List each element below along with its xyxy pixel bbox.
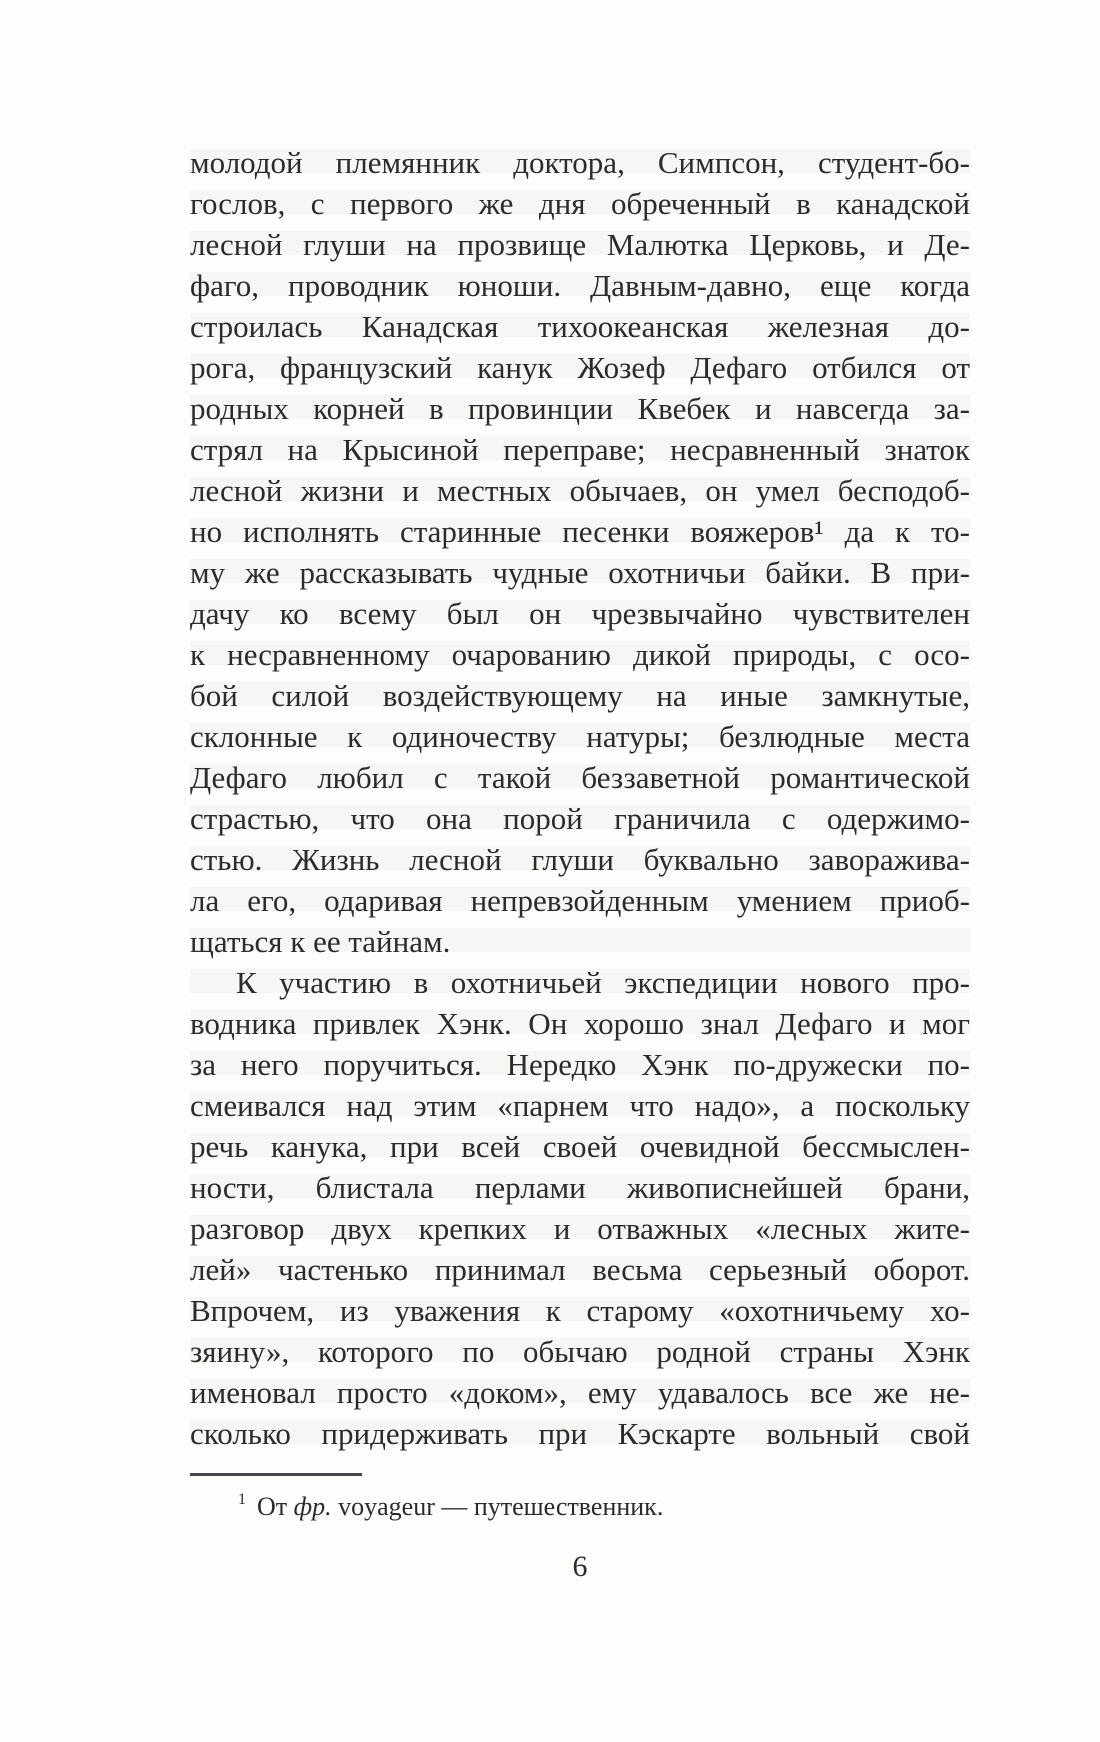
text-line: гослов, с первого же дня обреченный в канадской (190, 186, 970, 221)
text-line: именовал просто «доком», ему удавалось все же не- (190, 1375, 970, 1410)
text-line: бой силой воздействующему на иные замкнутые, (190, 678, 970, 713)
text-line: лей» частенько принимал весьма серьезный оборот. (190, 1252, 970, 1287)
page-number: 6 (572, 1550, 588, 1583)
text-line: ности, блистала перлами живописнейшей брани, (190, 1170, 970, 1205)
text-line: Впрочем, из уважения к старому «охотничьему хо- (190, 1293, 970, 1328)
footnote (190, 1490, 970, 1524)
text-line: лесной жизни и местных обычаев, он умел бесподоб- (190, 473, 970, 508)
text-line: речь канука, при всей своей очевидной бессмыслен- (190, 1129, 970, 1164)
footnote-separator (190, 1473, 362, 1476)
text-line: склонные к одиночеству натуры; безлюдные места (190, 719, 970, 754)
text-line: стрял на Крысиной переправе; несравненный знаток (190, 432, 970, 467)
footnote-language-abbrev: фр. (293, 1492, 332, 1521)
footnote-text (257, 1492, 663, 1521)
text-line: зяину», которого по обычаю родной страны Хэнк (190, 1334, 970, 1369)
footnote-marker: 1 (238, 1491, 246, 1508)
text-line: щаться к ее тайнам. (190, 924, 451, 959)
text-line: стью. Жизнь лесной глуши буквально заворажива- (190, 842, 970, 877)
paragraph (190, 142, 970, 962)
text-line: родных корней в провинции Квебек и навсегда за- (190, 391, 970, 426)
footnote-text-start: От (257, 1492, 294, 1521)
text-line: к несравненному очарованию дикой природы, с осо- (190, 637, 970, 672)
text-line: смеивался над этим «парнем что надо», а поскольку (190, 1088, 970, 1123)
paragraph (190, 962, 970, 1454)
text-line: фаго, проводник юноши. Давным-давно, еще когда (190, 268, 970, 303)
text-line: разговор двух крепких и отважных «лесных жите- (190, 1211, 970, 1246)
text-line: лесной глуши на прозвище Малютка Церковь, и Де- (190, 227, 970, 262)
body-text (190, 142, 970, 1454)
text-line: молодой племянник доктора, Симпсон, студент-бо- (190, 145, 970, 180)
text-line: водника привлек Хэнк. Он хорошо знал Дефаго и мог (190, 1006, 970, 1041)
footnote-text-end: voyageur — путешественник. (331, 1492, 664, 1521)
text-line: сколько придерживать при Кэскарте вольный свой (190, 1416, 970, 1451)
text-line: К участию в охотничьей экспедиции нового про- (236, 965, 970, 1000)
text-line: му же рассказывать чудные охотничьи байки. В при- (190, 555, 970, 590)
text-line: рога, французский канук Жозеф Дефаго отбился от (190, 350, 970, 385)
text-line: строилась Канадская тихоокеанская железная до- (190, 309, 970, 344)
text-line: за него поручиться. Нередко Хэнк по-дружески по- (190, 1047, 970, 1082)
text-line: ла его, одаривая непревзойденным умением приоб- (190, 883, 970, 918)
text-line: страстью, что она порой граничила с одержимо- (190, 801, 970, 836)
text-line: дачу ко всему был он чрезвычайно чувствителен (190, 596, 970, 631)
text-line: но исполнять старинные песенки вояжеров¹ да к то- (190, 514, 970, 549)
text-line: Дефаго любил с такой беззаветной романтической (190, 760, 970, 795)
